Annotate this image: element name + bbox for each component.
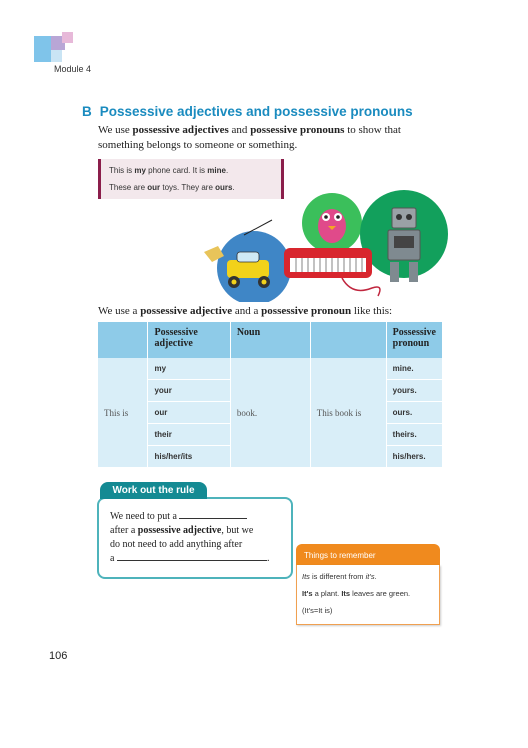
- rule-text: We need to put a after a possessive adjective, but we do not need to add anything after a .: [110, 511, 270, 564]
- remember-line-1: Its is different from it's.: [302, 572, 377, 581]
- remember-title: Things to remember: [296, 544, 440, 565]
- keyboard-toy-icon: [284, 248, 380, 296]
- table-adjective-cell: our: [148, 402, 230, 424]
- table-row: [98, 358, 443, 380]
- table-pronoun-cell: mine.: [386, 358, 442, 380]
- toys-illustration: [192, 190, 452, 302]
- table-pronoun-cell: ours.: [386, 402, 442, 424]
- table-header-cell: Possessive pronoun: [386, 322, 442, 358]
- intro-bold-term: possessive adjectives: [132, 124, 229, 136]
- rule-blank-1[interactable]: [179, 518, 247, 519]
- usage-intro: We use a possessive adjective and a possessive pronoun like this:: [98, 305, 393, 317]
- table-middle-label: This book is: [310, 358, 386, 468]
- table-header-cell: Noun: [230, 322, 310, 358]
- intro-paragraph: [98, 123, 443, 153]
- table-adjective-cell: my: [148, 358, 230, 380]
- table-pronoun-cell: his/hers.: [386, 446, 442, 468]
- table-header-cell: [98, 322, 148, 358]
- remember-line-3: (It's=It is): [302, 606, 333, 615]
- table-pronoun-cell: theirs.: [386, 424, 442, 446]
- table-adjective-cell: your: [148, 380, 230, 402]
- intro-text: and: [228, 124, 251, 136]
- table-header-cell: Possessive adjective: [148, 322, 230, 358]
- table-left-label: This is: [98, 358, 148, 468]
- section-title: Possessive adjectives and possessive pronouns: [99, 104, 413, 119]
- decor-square-light: [51, 50, 62, 62]
- decor-square-pink: [62, 32, 73, 43]
- table-pronoun-cell: yours.: [386, 380, 442, 402]
- section-letter: B: [82, 104, 92, 119]
- rule-blank-2[interactable]: [117, 560, 267, 561]
- rule-title: Work out the rule: [100, 482, 207, 499]
- possessive-table: [98, 322, 443, 468]
- toy-car-icon: [204, 220, 291, 302]
- robot-toy-icon: [360, 190, 448, 282]
- intro-text: to show that something belongs to someone or something.: [98, 124, 401, 151]
- section-heading: [82, 104, 413, 119]
- intro-text: We use: [98, 124, 133, 136]
- example-line-1: This is my phone card. It is mine.: [109, 166, 229, 175]
- example-line-2: These are our toys. They are ours.: [109, 183, 235, 192]
- module-label: Module 4: [54, 64, 92, 74]
- decor-square-blue: [34, 36, 51, 62]
- page-number: 106: [49, 650, 68, 662]
- remember-line-2: It's a plant. Its leaves are green.: [302, 589, 411, 598]
- table-noun-cell: book.: [230, 358, 310, 468]
- table-header-cell: [310, 322, 386, 358]
- table-adjective-cell: their: [148, 424, 230, 446]
- table-header-row: [98, 322, 443, 358]
- table-adjective-cell: his/her/its: [148, 446, 230, 468]
- toy-bird-icon: [302, 193, 362, 253]
- intro-bold-term: possessive pronouns: [250, 124, 345, 136]
